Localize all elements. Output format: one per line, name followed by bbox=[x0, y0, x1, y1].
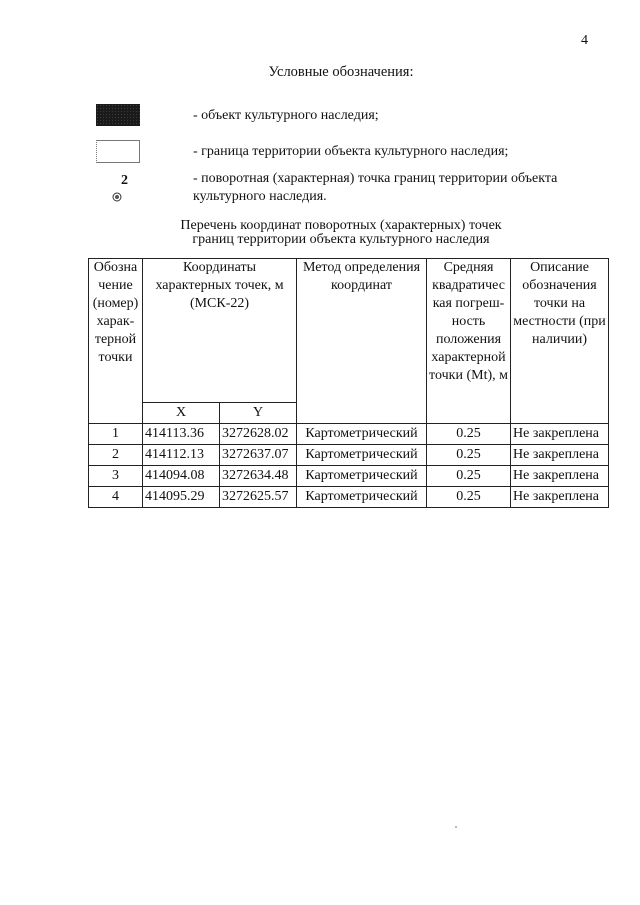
header-x: X bbox=[143, 403, 220, 424]
table-row bbox=[89, 445, 609, 466]
cell-description: Не закреплена bbox=[511, 424, 609, 445]
cultural-heritage-object-symbol bbox=[96, 104, 140, 126]
header-description: Описание обозначения точки на местности (при наличии) bbox=[511, 259, 609, 424]
territory-boundary-symbol bbox=[96, 140, 140, 163]
cell-point: 4 bbox=[89, 487, 143, 508]
cell-description: Не закреплена bbox=[511, 487, 609, 508]
page-number: 4 bbox=[581, 33, 588, 48]
legend-item-object: - объект культурного наследия; bbox=[193, 108, 379, 123]
cell-x: 414095.29 bbox=[143, 487, 220, 508]
legend-item-turning-point: - поворотная (характерная) точка границ территории объекта культурного наследия. bbox=[193, 171, 558, 204]
cell-error: 0.25 bbox=[427, 445, 511, 466]
cell-method: Картометрический bbox=[297, 466, 427, 487]
header-method: Метод определения координат bbox=[297, 259, 427, 424]
cell-y: 3272637.07 bbox=[220, 445, 297, 466]
table-title-line-1: Перечень координат поворотных (характерных) точек bbox=[180, 218, 502, 233]
cell-method: Картометрический bbox=[297, 424, 427, 445]
table-row bbox=[89, 487, 609, 508]
cell-error: 0.25 bbox=[427, 424, 511, 445]
cell-x: 414094.08 bbox=[143, 466, 220, 487]
header-y: Y bbox=[220, 403, 297, 424]
legend-title: Условные обозначения: bbox=[268, 64, 414, 80]
turning-point-icon bbox=[112, 192, 122, 202]
cell-point: 3 bbox=[89, 466, 143, 487]
cell-description: Не закреплена bbox=[511, 466, 609, 487]
header-coordinates: Координаты характерных точек, м (МСК-22) bbox=[143, 259, 297, 403]
legend-item-boundary: - граница территории объекта культурного наследия; bbox=[193, 144, 509, 159]
cell-error: 0.25 bbox=[427, 466, 511, 487]
table-title bbox=[0, 219, 640, 247]
scan-artifact bbox=[455, 826, 457, 828]
table-row bbox=[89, 424, 609, 445]
cell-method: Картометрический bbox=[297, 445, 427, 466]
cell-y: 3272625.57 bbox=[220, 487, 297, 508]
cell-description: Не закреплена bbox=[511, 445, 609, 466]
cell-y: 3272634.48 bbox=[220, 466, 297, 487]
header-error: Средняя квадратичес кая погреш- ность положения характерной точки (Mt), м bbox=[427, 259, 511, 424]
cell-point: 1 bbox=[89, 424, 143, 445]
cell-point: 2 bbox=[89, 445, 143, 466]
cell-x: 414113.36 bbox=[143, 424, 220, 445]
cell-method: Картометрический bbox=[297, 487, 427, 508]
turning-point-number: 2 bbox=[121, 173, 128, 188]
coordinates-table bbox=[88, 258, 609, 508]
table-title-line-2: границ территории объекта культурного наследия bbox=[192, 232, 490, 247]
table-row bbox=[89, 466, 609, 487]
cell-error: 0.25 bbox=[427, 487, 511, 508]
cell-y: 3272628.02 bbox=[220, 424, 297, 445]
header-point: Обозна чение (номер) харак- терной точки bbox=[89, 259, 143, 424]
cell-x: 414112.13 bbox=[143, 445, 220, 466]
